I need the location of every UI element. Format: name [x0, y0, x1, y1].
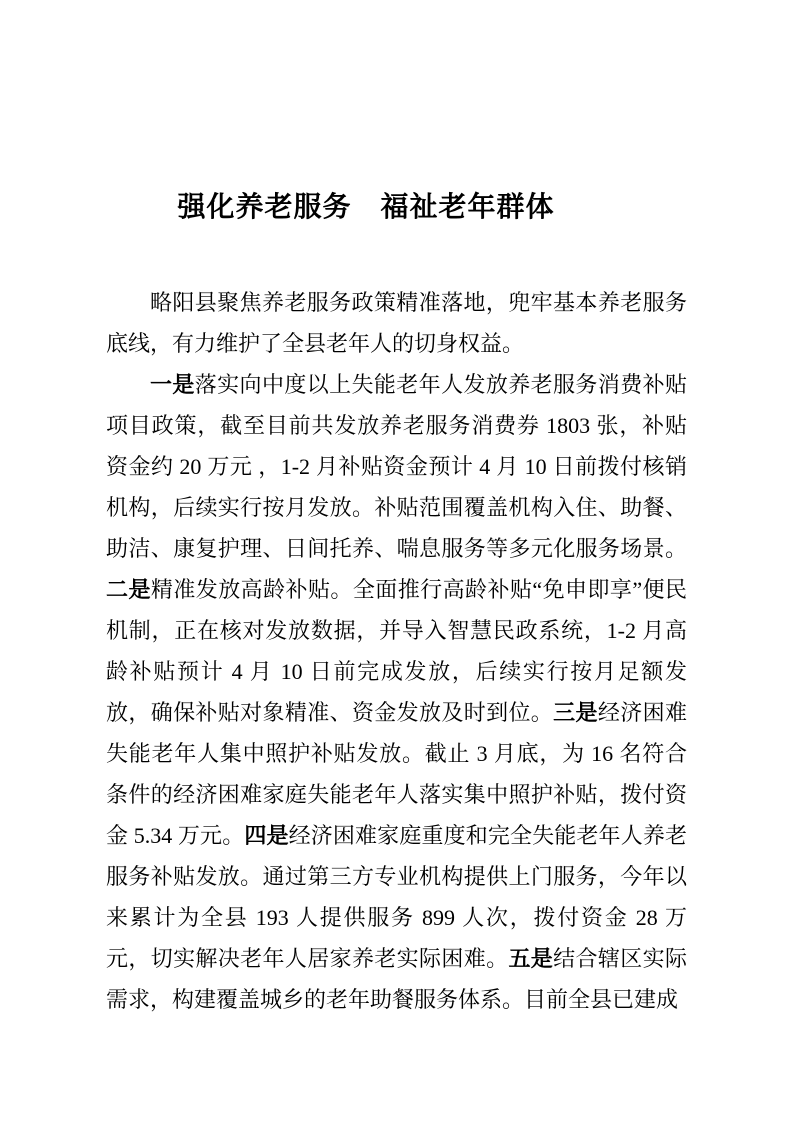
paragraph: [106, 364, 687, 1020]
text-segment: 精准发放高龄补贴。全面推行高龄补贴“免申即享”便民机制，正在核对发放数据，并导入智慧民政系统，1-2 月高龄补贴预计 4 月 10 日前完成发放，后续实行按月足额发放，确保补贴对象精准、资金发放及时到位。: [106, 577, 687, 725]
document-body: [106, 282, 687, 1020]
ordinal-marker: 一是: [150, 372, 195, 397]
text-segment: 结合辖区实际需求，构建覆盖城乡的老年助餐服务体系。目前全县已建成: [106, 946, 687, 1012]
ordinal-marker: 三是: [553, 700, 598, 725]
document-title: 强化养老服务 福祉老年群体: [177, 192, 555, 223]
text-segment: 略阳县聚焦养老服务政策精准落地，兜牢基本养老服务底线，有力维护了全县老年人的切身权益。: [106, 290, 687, 356]
text-segment: 经济困难家庭重度和完全失能老年人养老服务补贴发放。通过第三方专业机构提供上门服务，今年以来累计为全县 193 人提供服务 899 人次，拨付资金 28 万元，切实解决老年人居家养老实际困难。: [106, 823, 687, 971]
ordinal-marker: 五是: [508, 946, 554, 971]
text-segment: 落实向中度以上失能老年人发放养老服务消费补贴项目政策，截至目前共发放养老服务消费券 1803 张，补贴资金约 20 万元 ，1-2 月补贴资金预计 4 月 10 日前拨付核销机构，后续实行按月发放。补贴范围覆盖机构入住、助餐、助洁、康复护理、日间托养、喘息服务等多元化服务场景。: [106, 372, 687, 561]
text-segment: 经济困难失能老年人集中照护补贴发放。截止 3 月底，为 16 名符合条件的经济困难家庭失能老年人落实集中照护补贴，拨付资金 5.34 万元。: [106, 700, 687, 848]
paragraph: [106, 282, 687, 364]
ordinal-marker: 二是: [106, 577, 151, 602]
ordinal-marker: 四是: [244, 823, 289, 848]
